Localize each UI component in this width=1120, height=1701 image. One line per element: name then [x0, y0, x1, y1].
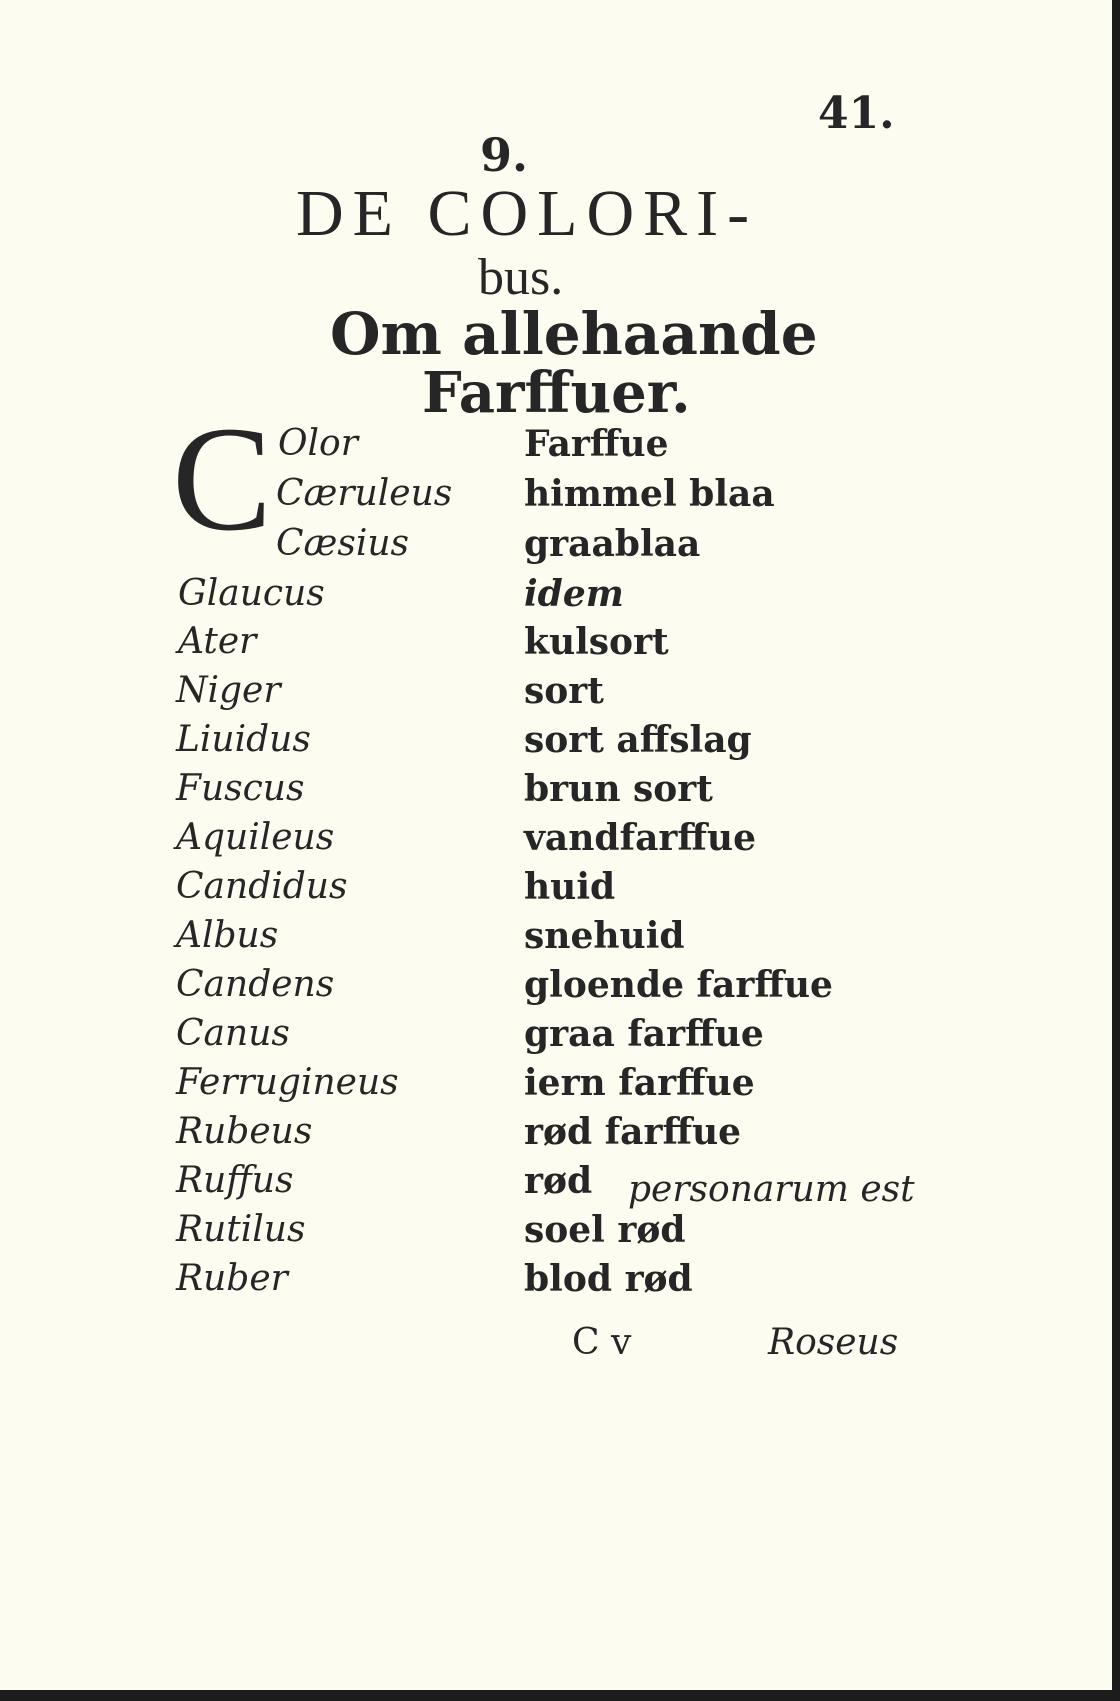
latin-term: Albus — [176, 915, 279, 956]
danish-term: iern farffue — [524, 1062, 755, 1104]
drop-cap: C — [172, 396, 273, 562]
danish-term: rød farffue — [524, 1111, 742, 1153]
danish-term: gloende farffue — [524, 964, 833, 1006]
danish-term: himmel blaa — [524, 473, 775, 515]
danish-term: sort — [524, 670, 604, 712]
danish-term: rød — [524, 1160, 593, 1202]
latin-term: Olor — [278, 423, 358, 464]
catchword: Roseus — [768, 1322, 899, 1363]
latin-term: Ruffus — [176, 1160, 294, 1201]
page-number: 41. — [818, 88, 895, 139]
latin-term: Cæruleus — [276, 473, 453, 514]
danish-term: kulsort — [524, 621, 669, 663]
latin-term: Rutilus — [176, 1209, 306, 1250]
danish-term: Farffue — [524, 423, 669, 465]
danish-term: idem — [524, 573, 624, 615]
latin-term: Glaucus — [178, 573, 325, 614]
latin-term: Candens — [176, 964, 335, 1005]
page-border-right — [1112, 0, 1120, 1701]
latin-term: Candidus — [176, 866, 348, 907]
latin-term: Ferrugineus — [176, 1062, 399, 1103]
danish-term: snehuid — [524, 915, 685, 957]
latin-term: Rubeus — [176, 1111, 313, 1152]
latin-term: Liuidus — [176, 719, 311, 760]
ruffus-note: personarum est — [628, 1169, 915, 1210]
latin-term: Fuscus — [176, 768, 305, 809]
danish-term: vandfarffue — [524, 817, 756, 859]
section-number: 9. — [480, 128, 529, 182]
latin-term: Cæsius — [276, 523, 410, 564]
chapter-title-continuation: bus. — [478, 249, 564, 306]
danish-term: brun sort — [524, 768, 713, 810]
danish-term: soel rød — [524, 1209, 686, 1251]
latin-term: Ater — [178, 621, 257, 662]
latin-term: Ruber — [176, 1258, 288, 1299]
chapter-title: DE COLORI- — [296, 177, 759, 250]
latin-term: Niger — [176, 670, 281, 711]
danish-term: sort affslag — [524, 719, 752, 761]
signature-mark: C v — [572, 1322, 632, 1363]
chapter-subtitle-continuation: Farffuer. — [422, 360, 691, 426]
chapter-subtitle: Om allehaande — [330, 300, 818, 368]
danish-term: blod rød — [524, 1258, 693, 1300]
latin-term: Aquileus — [176, 817, 335, 858]
page-border-bottom — [0, 1690, 1120, 1701]
latin-term: Canus — [176, 1013, 290, 1054]
danish-term: huid — [524, 866, 616, 908]
danish-term: graablaa — [524, 523, 701, 565]
danish-term: graa farffue — [524, 1013, 764, 1055]
